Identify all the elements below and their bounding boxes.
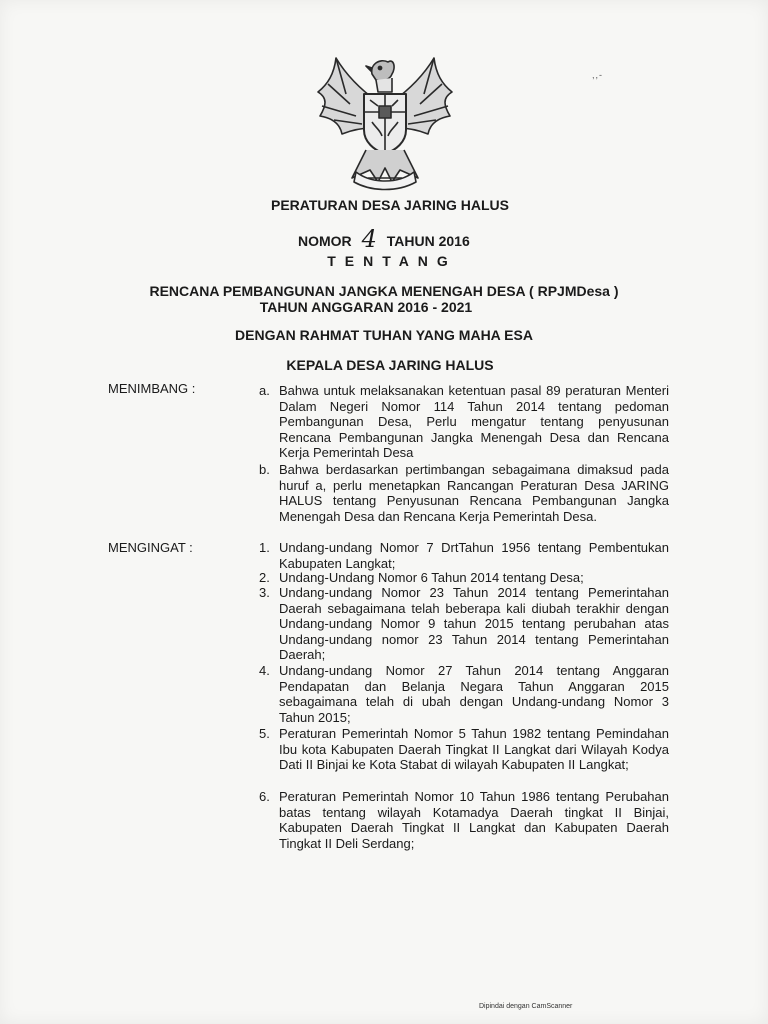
tahun-value: 2016 <box>438 233 470 249</box>
item-text: Undang-undang Nomor 7 DrtTahun 1956 tentang Pembentukan Kabupaten Langkat; <box>279 540 669 571</box>
mengingat-item <box>259 585 669 663</box>
mengingat-item <box>259 663 669 725</box>
menimbang-item <box>259 383 669 461</box>
item-text: Undang-undang Nomor 23 Tahun 2014 tentang Pemerintahan Daerah sebagaimana telah beberapa kali diubah terakhir dengan Undang-undang Nomor 9 tahun 2015 tentang perubahan atas Undang-undang nomor 23 Tahun 2014 tentang Pemerintahan Daerah; <box>279 585 669 663</box>
subject-line-2: TAHUN ANGGARAN 2016 - 2021 <box>259 299 473 315</box>
item-text: Undang-Undang Nomor 6 Tahun 2014 tentang Desa; <box>279 570 584 585</box>
tahun-label: TAHUN <box>386 233 435 249</box>
kepala-heading: KEPALA DESA JARING HALUS <box>286 357 494 373</box>
regulation-number-line <box>298 224 470 252</box>
subject-line-1: RENCANA PEMBANGUNAN JANGKA MENENGAH DESA ( RPJMDesa ) <box>149 283 619 299</box>
mengingat-item <box>259 789 669 851</box>
menimbang-label: MENIMBANG : <box>108 381 196 396</box>
regulation-title: PERATURAN DESA JARING HALUS <box>270 197 509 213</box>
item-text: Peraturan Pemerintah Nomor 10 Tahun 1986 tentang Perubahan batas tentang wilayah Kotamadya Daerah tingkat II Binjai, Kabupaten Daerah Tingkat II Langkat dan Kabupaten Daerah Tingkat II Deli Serdang; <box>279 789 669 851</box>
rahmat-heading: DENGAN RAHMAT TUHAN YANG MAHA ESA <box>235 327 533 343</box>
mengingat-item <box>259 726 669 773</box>
mengingat-label: MENGINGAT : <box>108 540 193 555</box>
item-text: Bahwa berdasarkan pertimbangan sebagaimana dimaksud pada huruf a, perlu menetapkan Rancangan Peraturan Desa JARING HALUS tentang Penyusunan Rencana Pembangunan Jangka Menengah Desa dan Rencana Kerja Pemerintah Desa. <box>279 462 669 524</box>
menimbang-item <box>259 462 669 524</box>
garuda-emblem-icon <box>306 44 464 194</box>
item-text: Peraturan Pemerintah Nomor 5 Tahun 1982 tentang Pemindahan Ibu kota Kabupaten Daerah Tingkat II Langkat dari Wilayah Kodya Dati II Binjai ke Kota Stabat di wilayah Kabupaten II Langkat; <box>279 726 669 773</box>
item-text: Undang-undang Nomor 27 Tahun 2014 tentang Anggaran Pendapatan dan Belanja Negara Tahun Anggaran 2015 sebagaimana telah di ubah dengan Undang-undang Nomor 3 Tahun 2015; <box>279 663 669 725</box>
item-text: Bahwa untuk melaksanakan ketentuan pasal 89 peraturan Menteri Dalam Negeri Nomor 114 Tahun 2014 tentang pedoman Pembangunan Desa, Perlu mengatur tentang penyusunan Rencana Pembangunan Jangka Menengah Desa dan Rencana Kerja Pemerintah Desa <box>279 383 669 461</box>
item-marker: 3. <box>259 585 270 600</box>
item-marker: b. <box>259 462 270 477</box>
handwritten-number: 4 <box>361 225 377 253</box>
item-marker: 4. <box>259 663 270 678</box>
item-marker: 2. <box>259 570 270 585</box>
scanner-watermark: Dipindai dengan CamScanner <box>479 1003 573 1010</box>
mengingat-item <box>259 540 669 571</box>
item-marker: 6. <box>259 789 270 804</box>
tentang-heading: TENTANG <box>327 253 457 269</box>
item-marker: 1. <box>259 540 270 555</box>
scan-mark: ,,- <box>592 70 603 80</box>
item-marker: a. <box>259 383 270 398</box>
mengingat-item <box>259 570 669 586</box>
nomor-label: NOMOR <box>298 233 352 249</box>
item-marker: 5. <box>259 726 270 741</box>
